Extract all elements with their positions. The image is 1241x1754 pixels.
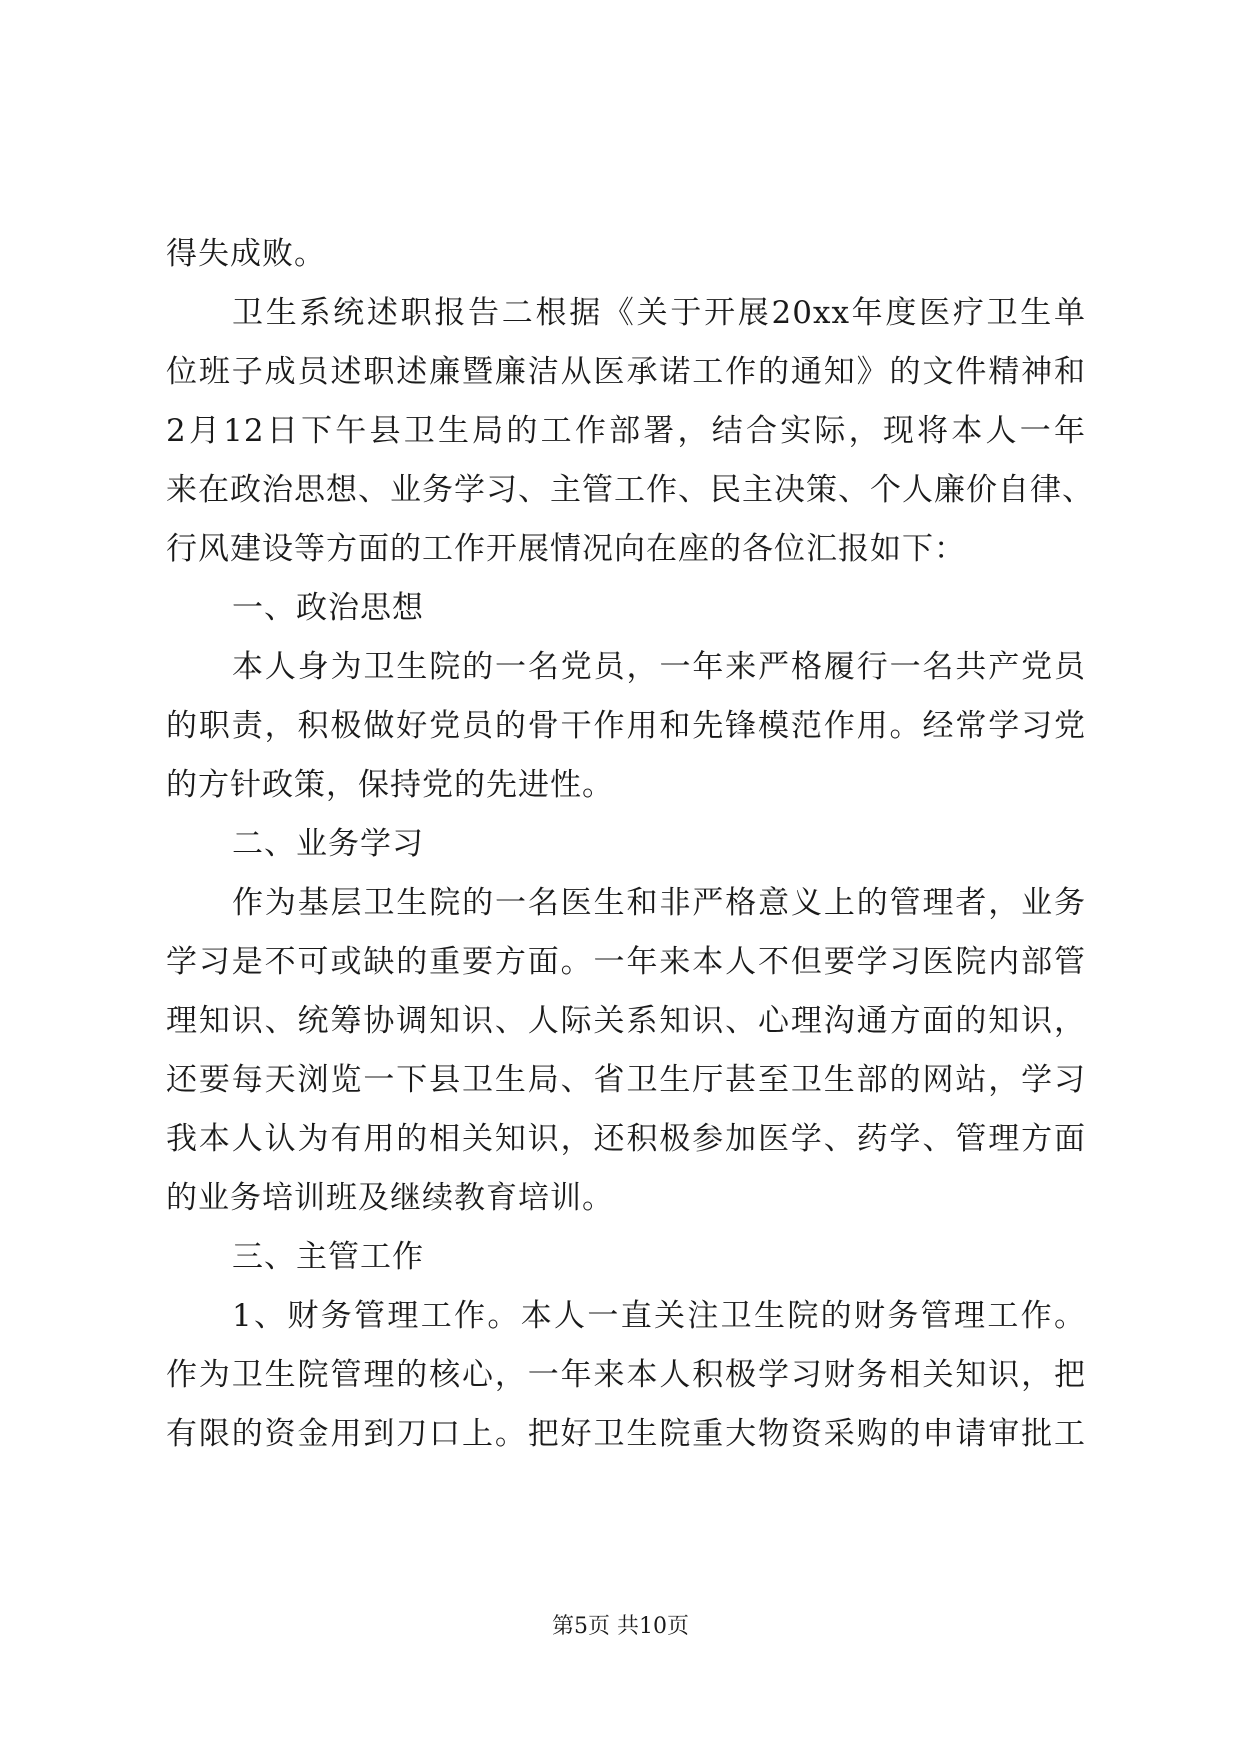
paragraph-line: 行风建设等方面的工作开展情况向在座的各位汇报如下：	[166, 531, 966, 567]
paragraph-line: 2月12日下午县卫生局的工作部署，结合实际，现将本人一年	[166, 413, 1086, 449]
paragraph-line: 的业务培训班及继续教育培训。	[166, 1180, 614, 1216]
section-heading: 一、政治思想	[232, 590, 424, 626]
document-body	[166, 225, 1094, 1464]
paragraph-line: 来在政治思想、业务学习、主管工作、民主决策、个人廉价自律、	[166, 472, 1094, 508]
paragraph-line: 得失成败。	[166, 236, 326, 272]
page-number-footer: 第5页 共10页	[552, 1614, 689, 1639]
paragraph-line: 本人身为卫生院的一名党员，一年来严格履行一名共产党员	[232, 649, 1086, 685]
paragraph-line: 我本人认为有用的相关知识，还积极参加医学、药学、管理方面	[166, 1121, 1086, 1157]
paragraph-line: 作为卫生院管理的核心，一年来本人积极学习财务相关知识，把	[166, 1357, 1086, 1393]
paragraph-line: 学习是不可或缺的重要方面。一年来本人不但要学习医院内部管	[166, 944, 1086, 980]
paragraph-line: 1、财务管理工作。本人一直关注卫生院的财务管理工作。	[232, 1298, 1086, 1334]
paragraph-line: 的职责，积极做好党员的骨干作用和先锋模范作用。经常学习党	[166, 708, 1086, 744]
paragraph-line: 的方针政策，保持党的先进性。	[166, 767, 614, 803]
paragraph-line: 卫生系统述职报告二根据《关于开展20xx年度医疗卫生单	[232, 295, 1086, 331]
paragraph-line: 还要每天浏览一下县卫生局、省卫生厅甚至卫生部的网站，学习	[166, 1062, 1086, 1098]
section-heading: 三、主管工作	[232, 1239, 424, 1275]
paragraph-line: 理知识、统筹协调知识、人际关系知识、心理沟通方面的知识，	[166, 1003, 1086, 1039]
paragraph-line: 位班子成员述职述廉暨廉洁从医承诺工作的通知》的文件精神和	[166, 354, 1086, 390]
section-heading: 二、业务学习	[232, 826, 424, 862]
paragraph-line: 作为基层卫生院的一名医生和非严格意义上的管理者，业务	[232, 885, 1086, 921]
paragraph-line: 有限的资金用到刀口上。把好卫生院重大物资采购的申请审批工	[166, 1416, 1086, 1452]
